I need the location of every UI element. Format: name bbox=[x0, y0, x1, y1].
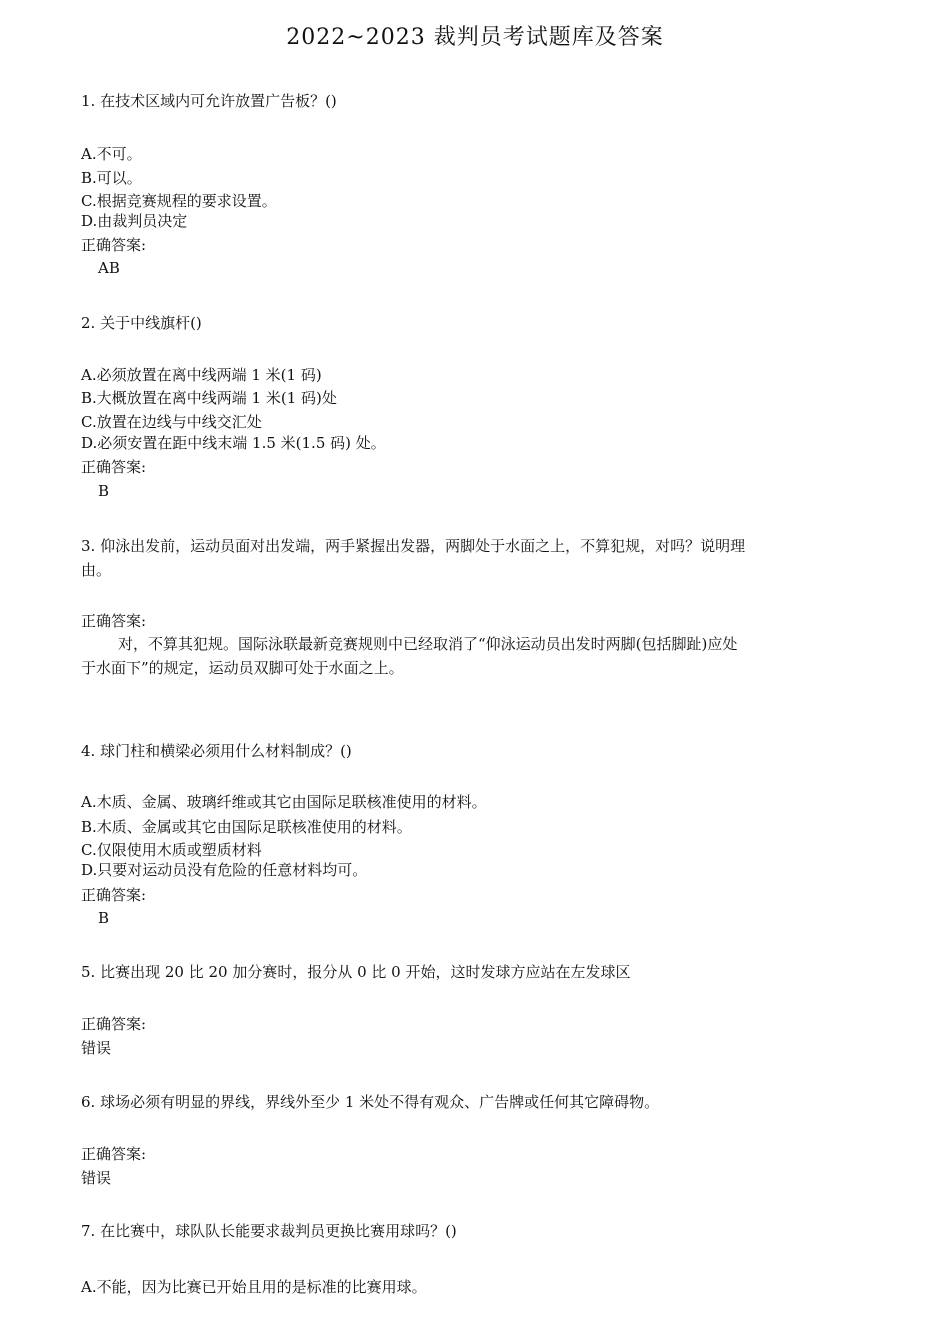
question-4-answer-label: 正确答案: bbox=[81, 886, 147, 904]
question-2-option-d: D.必须安置在距中线末端 1.5 米(1.5 码) 处。 bbox=[81, 434, 386, 452]
question-7-option-a: A.不能，因为比赛已开始且用的是标准的比赛用球。 bbox=[81, 1278, 427, 1296]
question-1-option-a: A.不可。 bbox=[81, 145, 142, 163]
question-5-answer-label: 正确答案: bbox=[81, 1015, 147, 1033]
question-3-text-line-2: 由。 bbox=[81, 561, 112, 579]
question-4-answer: B bbox=[98, 909, 110, 927]
question-2-answer: B bbox=[98, 482, 110, 500]
question-6-text: 6. 球场必须有明显的界线，界线外至少 1 米处不得有观众、广告牌或任何其它障碍物。 bbox=[81, 1093, 660, 1111]
question-6-answer-label: 正确答案: bbox=[81, 1145, 147, 1163]
question-3-answer-label: 正确答案: bbox=[81, 612, 147, 630]
question-5-answer: 错误 bbox=[81, 1039, 112, 1057]
question-1-text: 1. 在技术区域内可允许放置广告板？() bbox=[81, 92, 337, 110]
question-1-option-d: D.由裁判员决定 bbox=[81, 212, 188, 230]
question-3-text-line-1: 3. 仰泳出发前，运动员面对出发端，两手紧握出发器，两脚处于水面之上，不算犯规，对吗？说明理 bbox=[81, 537, 746, 555]
question-2-option-b: B.大概放置在离中线两端 1 米(1 码)处 bbox=[81, 389, 337, 407]
question-2-option-c: C.放置在边线与中线交汇处 bbox=[81, 413, 262, 431]
question-2-option-a: A.必须放置在离中线两端 1 米(1 码) bbox=[81, 366, 322, 384]
question-4-text: 4. 球门柱和横梁必须用什么材料制成？() bbox=[81, 742, 352, 760]
question-4-option-b: B.木质、金属或其它由国际足联核准使用的材料。 bbox=[81, 818, 412, 836]
question-4-option-c: C.仅限使用木质或塑质材料 bbox=[81, 841, 262, 859]
question-3-answer-line-1: 对，不算其犯规。国际泳联最新竞赛规则中已经取消了“仰泳运动员出发时两脚(包括脚趾)应处 bbox=[118, 635, 738, 653]
question-4-option-a: A.木质、金属、玻璃纤维或其它由国际足联核准使用的材料。 bbox=[81, 793, 487, 811]
question-7-text: 7. 在比赛中，球队队长能要求裁判员更换比赛用球吗？() bbox=[81, 1222, 457, 1240]
question-4-option-d: D.只要对运动员没有危险的任意材料均可。 bbox=[81, 861, 368, 879]
question-6-answer: 错误 bbox=[81, 1169, 112, 1187]
page-title: 2022~2023 裁判员考试题库及答案 bbox=[286, 25, 664, 50]
question-3-answer-line-2: 于水面下”的规定，运动员双脚可处于水面之上。 bbox=[81, 659, 404, 677]
question-1-answer: AB bbox=[98, 259, 120, 277]
question-1-option-c: C.根据竞赛规程的要求设置。 bbox=[81, 192, 277, 210]
question-1-option-b: B.可以。 bbox=[81, 169, 142, 187]
question-2-text: 2. 关于中线旗杆() bbox=[81, 314, 202, 332]
question-2-answer-label: 正确答案: bbox=[81, 458, 147, 476]
question-1-answer-label: 正确答案: bbox=[81, 236, 147, 254]
question-5-text: 5. 比赛出现 20 比 20 加分赛时，报分从 0 比 0 开始，这时发球方应站在左发球区 bbox=[81, 963, 631, 981]
